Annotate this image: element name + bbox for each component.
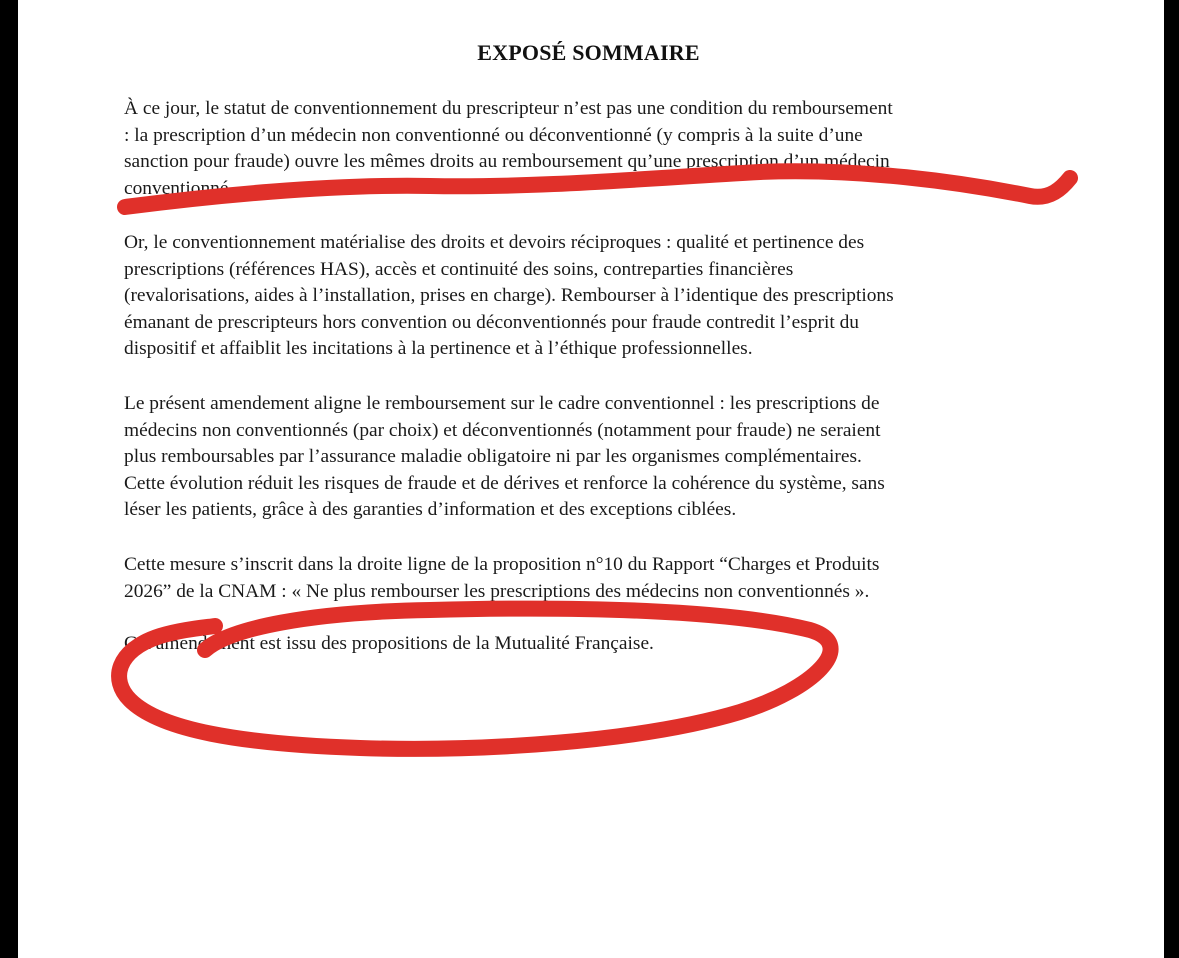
- paragraph-4: Cette mesure s’inscrit dans la droite ligne de la proposition n°10 du Rapport “Charges et Produits 2026” de la CNAM : « Ne plus rembourser les prescriptions des médecins non conventionnés ».: [124, 554, 880, 602]
- document-page: [18, 0, 1164, 958]
- paragraph-2: Or, le conventionnement matérialise des droits et devoirs réciproques : qualité et pertinence des prescriptions (références HAS), accès et continuité des soins, contreparties financières (revalorisations, aides à l’installation, prises en charge). Rembourser à l’identique des prescriptions émanant de prescripteurs hors convention ou déconventionnés pour fraude contredit l’esprit du dispositif et affaiblit les incitations à la pertinence et à l’éthique professionnelles.: [124, 232, 894, 360]
- paragraph-3: Le présent amendement aligne le remboursement sur le cadre conventionnel : les prescriptions de médecins non conventionnés (par choix) et déconventionnés (notamment pour fraude) ne seraient plus remboursables par l’assurance maladie obligatoire ni par les organismes complémentaires. Cette évolution réduit les risques de fraude et de dérives et renforce la cohérence du système, sans léser les patients, grâce à des garanties d’information et des exceptions ciblées.: [124, 393, 885, 521]
- paragraph-5: Cet amendement est issu des propositions de la Mutualité Française.: [124, 633, 654, 654]
- document-title: EXPOSÉ SOMMAIRE: [477, 40, 700, 65]
- paragraph-1: À ce jour, le statut de conventionnement du prescripteur n’est pas une condition du remboursement : la prescription d’un médecin non conventionné ou déconventionné (y compris à la suite d’une sanction pour fraude) ouvre les mêmes droits au remboursement qu’une prescription d’un médecin conventionné.: [124, 98, 893, 199]
